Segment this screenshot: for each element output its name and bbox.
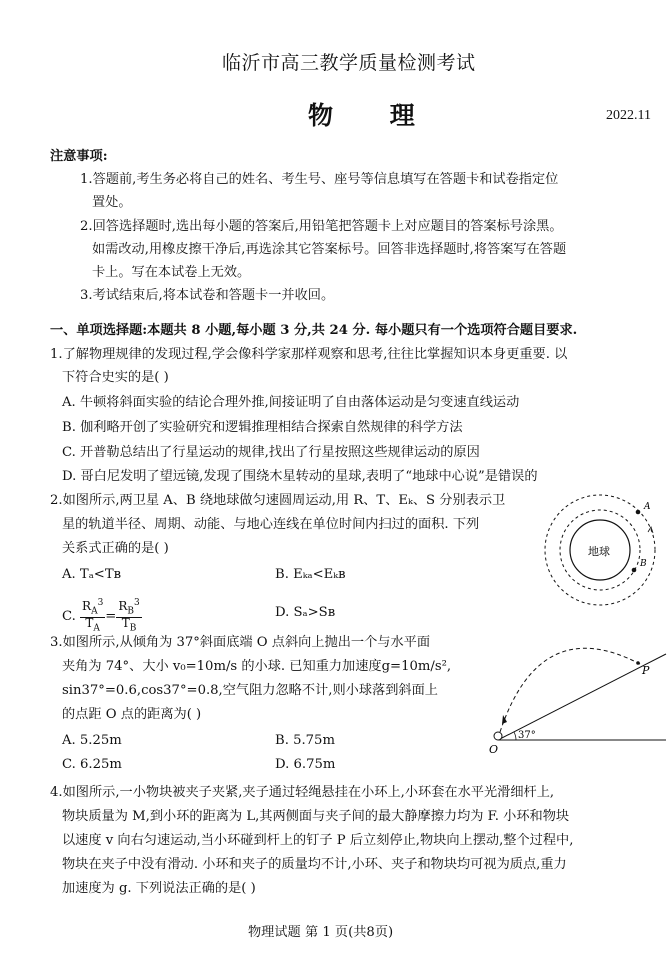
notice-line: 置处。 (92, 195, 132, 210)
q4-stem: 物块在夹子中没有滑动. 小环和夹子的质量均不计,小环、夹子和物块均可视为质点,重力 (62, 857, 567, 872)
q2-option-c: C. $\frac{R_A^3}{T_A}$ = $\frac{R_B^3}{T_B}$ (62, 598, 140, 634)
q2-stem: 关系式正确的是( ) (62, 541, 169, 556)
trajectory-path (500, 648, 640, 732)
notice-line: 2.回答选择题时,选出每小题的答案后,用铅笔把答题卡上对应题目的答案标号涂黑。 (80, 219, 563, 234)
exam-date: 2022.11 (606, 108, 651, 123)
notice-line: 1.答题前,考生务必将自己的姓名、考生号、座号等信息填写在答题卡和试卷指定位 (80, 172, 559, 187)
satellite-b-label: B (640, 559, 647, 569)
q2-option-c-label: C. (62, 608, 76, 624)
section-heading: 一、单项选择题:本题共 8 小题,每小题 3 分,共 24 分. 每小题只有一个选项符合题目要求. (50, 323, 578, 338)
satellite-b (632, 568, 637, 573)
q2-option-a: A. Tₐ<Tʙ (62, 567, 122, 582)
q1-option-a: A. 牛顿将斜面实验的结论合理外推,间接证明了自由落体运动是匀变速直线运动 (62, 395, 520, 410)
notice-line: 3.考试结束后,将本试卷和答题卡一并收回。 (80, 288, 335, 303)
q3-stem: 夹角为 74°、大小 v₀=10m/s 的小球. 已知重力加速度g=10m/s², (62, 659, 452, 674)
q2-option-b: B. Eₖₐ<Eₖʙ (275, 567, 346, 582)
incline-line (498, 654, 666, 740)
ball (494, 732, 502, 740)
q1-stem: 下符合史实的是( ) (62, 370, 169, 385)
q3-stem: 3.如图所示,从倾角为 37°斜面底端 O 点斜向上抛出一个与水平面 (50, 635, 431, 650)
earth-label: 地球 (588, 545, 610, 558)
q3-option-c: C. 6.25m (62, 757, 122, 772)
subject-title: 物 理 (308, 101, 439, 130)
notice-line: 卡上。写在本试卷上无效。 (92, 265, 251, 280)
q3-stem: 的点距 O 点的距离为( ) (62, 707, 202, 722)
q4-stem: 加速度为 g. 下列说法正确的是( ) (62, 881, 256, 896)
point-p (636, 661, 640, 665)
q3-option-b: B. 5.75m (275, 733, 335, 748)
q1-stem: 1.了解物理规律的发现过程,学会像科学家那样观察和思考,往往比掌握知识本身更重要. 以 (50, 347, 568, 362)
q1-option-b: B. 伽利略开创了实验研究和逻辑推理相结合探索自然规律的科学方法 (62, 420, 463, 435)
q3-option-a: A. 5.25m (62, 733, 122, 748)
fraction-right: $\frac{R_B^3}{T_B}$ (118, 598, 140, 634)
q1-option-d: D. 哥白尼发明了望远镜,发现了围绕木星转动的星球,表明了“地球中心说”是错误的 (62, 469, 538, 484)
angle-arc (514, 732, 516, 740)
angle-label: 37° (518, 730, 536, 741)
q1-option-c: C. 开普勒总结出了行星运动的规律,找出了行星按照这些规律运动的原因 (62, 445, 480, 460)
q4-stem: 物块质量为 M,到小环的距离为 L,其两侧面与夹子间的最大静摩擦力均为 F. 小环和物块 (62, 809, 570, 824)
q2-option-d: D. Sₐ>Sʙ (275, 605, 336, 620)
satellite-a (636, 510, 641, 515)
slope-figure (480, 632, 668, 756)
satellite-a-label: A (644, 502, 651, 512)
notice-line: 如需改动,用橡皮擦干净后,再选涂其它答案标号。回答非选择题时,将答案写在答题 (92, 242, 567, 257)
notice-heading: 注意事项: (50, 149, 108, 164)
page-footer: 物理试题 第 1 页(共8页) (248, 925, 394, 940)
q2-stem: 星的轨道半径、周期、动能、与地心连线在单位时间内扫过的面积. 下列 (62, 517, 480, 532)
orbit-figure (536, 490, 662, 610)
point-p-label: P (642, 664, 650, 677)
q3-stem: sin37°=0.6,cos37°=0.8,空气阻力忽略不计,则小球落到斜面上 (62, 683, 438, 698)
q4-stem: 以速度 v 向右匀速运动,当小环碰到杆上的钉子 P 后立刻停止,物块向上摆动,整个过程中, (62, 833, 574, 848)
q2-stem: 2.如图所示,两卫星 A、B 绕地球做匀速圆周运动,用 R、T、Eₖ、S 分别表示卫 (50, 493, 506, 508)
q3-option-d: D. 6.75m (275, 757, 336, 772)
exam-title: 临沂市高三教学质量检测考试 (222, 52, 476, 74)
q4-stem: 4.如图所示,一小物块被夹子夹紧,夹子通过轻绳悬挂在小环上,小环套在水平光滑细杆上, (50, 785, 555, 800)
fraction-left: $\frac{R_A^3}{T_A}$ (82, 598, 104, 634)
point-o-label: O (489, 743, 499, 756)
